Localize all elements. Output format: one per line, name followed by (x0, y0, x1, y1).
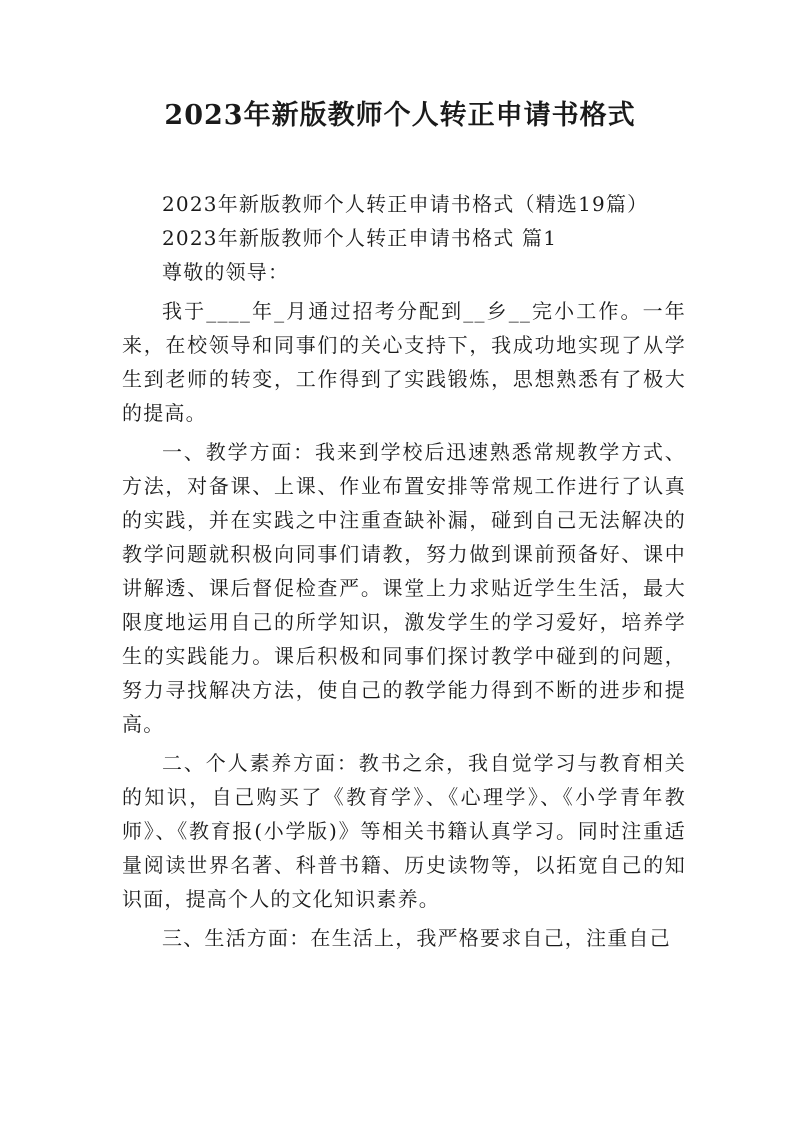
salutation: 尊敬的领导： (162, 260, 290, 284)
paragraph-life: 三、生活方面：在生活上，我严格要求自己，注重自己 (162, 926, 671, 950)
collection-heading: 2023年新版教师个人转正申请书格式（精选19篇） (162, 192, 649, 216)
paragraph-intro: 我于____年_月通过招考分配到__乡__完小工作。一年来，在校领导和同事们的关心支持下，我成功地实现了从学生到老师的转变，工作得到了实践锻炼，思想熟悉有了极大的提高。 (122, 299, 686, 425)
paragraph-personal-quality: 二、个人素养方面：教书之余，我自觉学习与教育相关的知识，自己购买了《教育学》、《心理学》、《小学青年教师》、《教育报(小学版)》等相关书籍认真学习。同时注重适量阅读世界名著、科普书籍、历史读物等，以拓宽自己的知识面，提高个人的文化知识素养。 (122, 751, 686, 911)
document-body (122, 187, 686, 960)
paragraph-teaching: 一、教学方面：我来到学校后迅速熟悉常规教学方式、方法，对备课、上课、作业布置安排等常规工作进行了认真的实践，并在实践之中注重查缺补漏，碰到自己无法解决的教学问题就积极向同事们请教，努力做到课前预备好、课中讲解透、课后督促检查严。课堂上力求贴近学生生活，最大限度地运用自己的所学知识，激发学生的学习爱好，培养学生的实践能力。课后积极和同事们探讨教学中碰到的问题，努力寻找解决方法，使自己的教学能力得到不断的进步和提高。 (122, 440, 686, 736)
article-heading: 2023年新版教师个人转正申请书格式 篇1 (162, 226, 558, 250)
document-title: 2023年新版教师个人转正申请书格式 (164, 100, 636, 131)
